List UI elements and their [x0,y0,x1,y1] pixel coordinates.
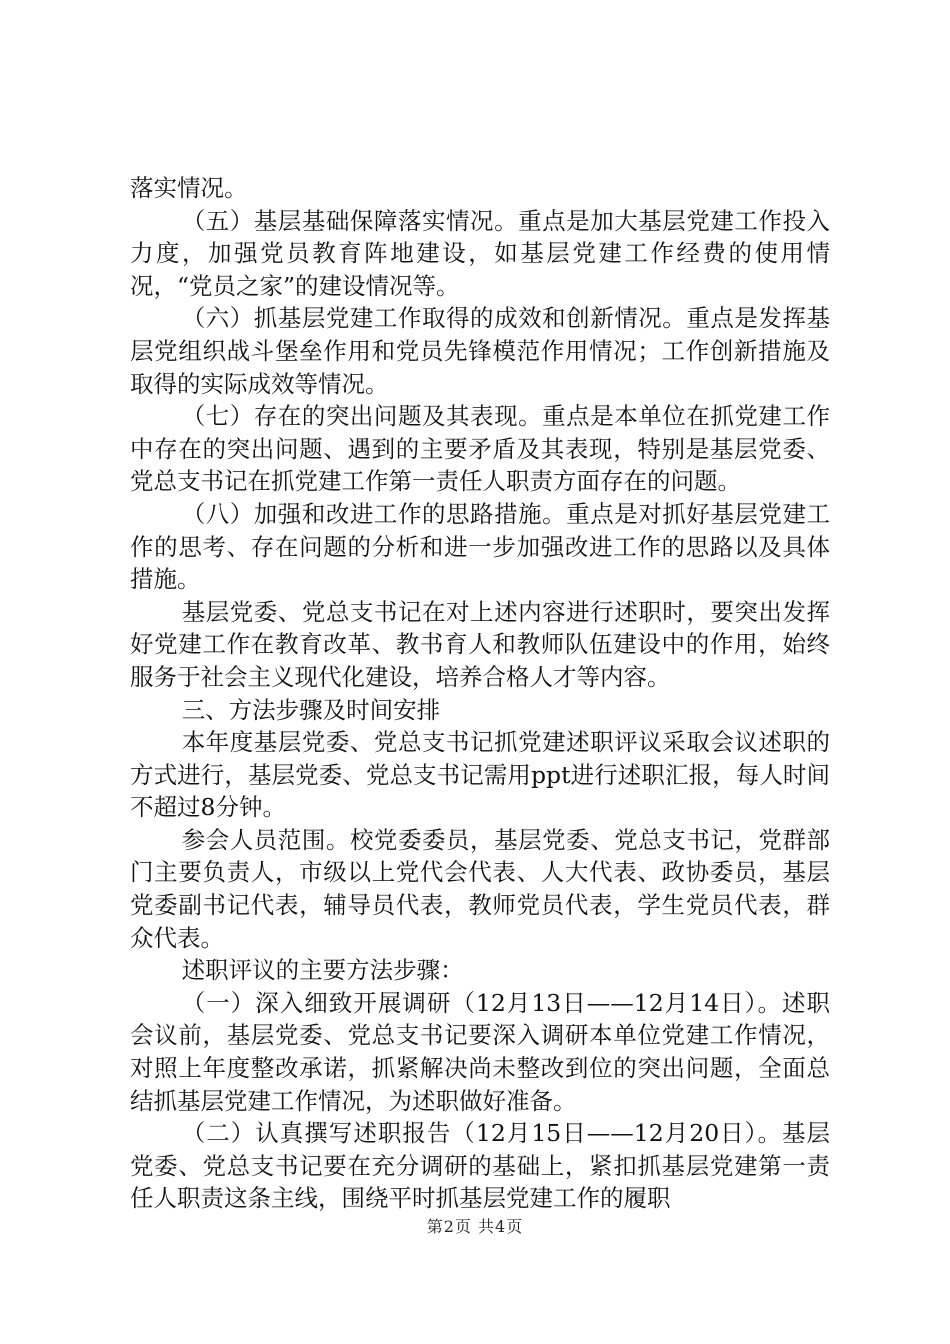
paragraph: （五）基层基础保障落实情况。重点是加大基层党建工作投入力度，加强党员教育阵地建设，如基层党建工作经费的使用情况，“党员之家”的建设情况等。 [130,206,830,300]
document-body [130,172,830,1215]
paragraph: 参会人员范围。校党委委员，基层党委、党总支书记，党群部门主要负责人，市级以上党代会代表、人大代表、政协委员，基层党委副书记代表，辅导员代表，教师党员代表，学生党员代表，群众代表。 [130,825,830,952]
section-heading: 三、方法步骤及时间安排 [181,695,441,724]
page-number-footer: 第2页 共4页 [426,1217,524,1236]
paragraph: （二）认真撰写述职报告（12月15日——12月20日）。基层党委、党总支书记要在充分调研的基础上，紧扣抓基层党建第一责任人职责这条主线，围绕平时抓基层党建工作的履职 [130,1119,830,1213]
paragraph: 述职评议的主要方法步骤： [181,956,464,985]
paragraph: （七）存在的突出问题及其表现。重点是本单位在抓党建工作中存在的突出问题、遇到的主要矛盾及其表现，特别是基层党委、党总支书记在抓党建工作第一责任人职责方面存在的问题。 [130,402,830,496]
paragraph: （八）加强和改进工作的思路措施。重点是对抓好基层党建工作的思考、存在问题的分析和进一步加强改进工作的思路以及具体措施。 [130,499,830,594]
paragraph: 落实情况。 [130,174,248,202]
paragraph: 基层党委、党总支书记在对上述内容进行述职时，要突出发挥好党建工作在教育改革、教书育人和教师队伍建设中的作用，始终服务于社会主义现代化建设，培养合格人才等内容。 [130,597,830,691]
paragraph: 本年度基层党委、党总支书记抓党建述职评议采取会议述职的方式进行，基层党委、党总支书记需用ppt进行述职汇报，每人时间不超过8分钟。 [130,728,830,822]
paragraph: （六）抓基层党建工作取得的成效和创新情况。重点是发挥基层党组织战斗堡垒作用和党员先锋模范作用情况；工作创新措施及取得的实际成效等情况。 [130,304,830,398]
paragraph: （一）深入细致开展调研（12月13日——12月14日）。述职会议前，基层党委、党总支书记要深入调研本单位党建工作情况，对照上年度整改承诺，抓紧解决尚未整改到位的突出问题，全面总结抓基层党建工作情况，为述职做好准备。 [130,988,830,1115]
